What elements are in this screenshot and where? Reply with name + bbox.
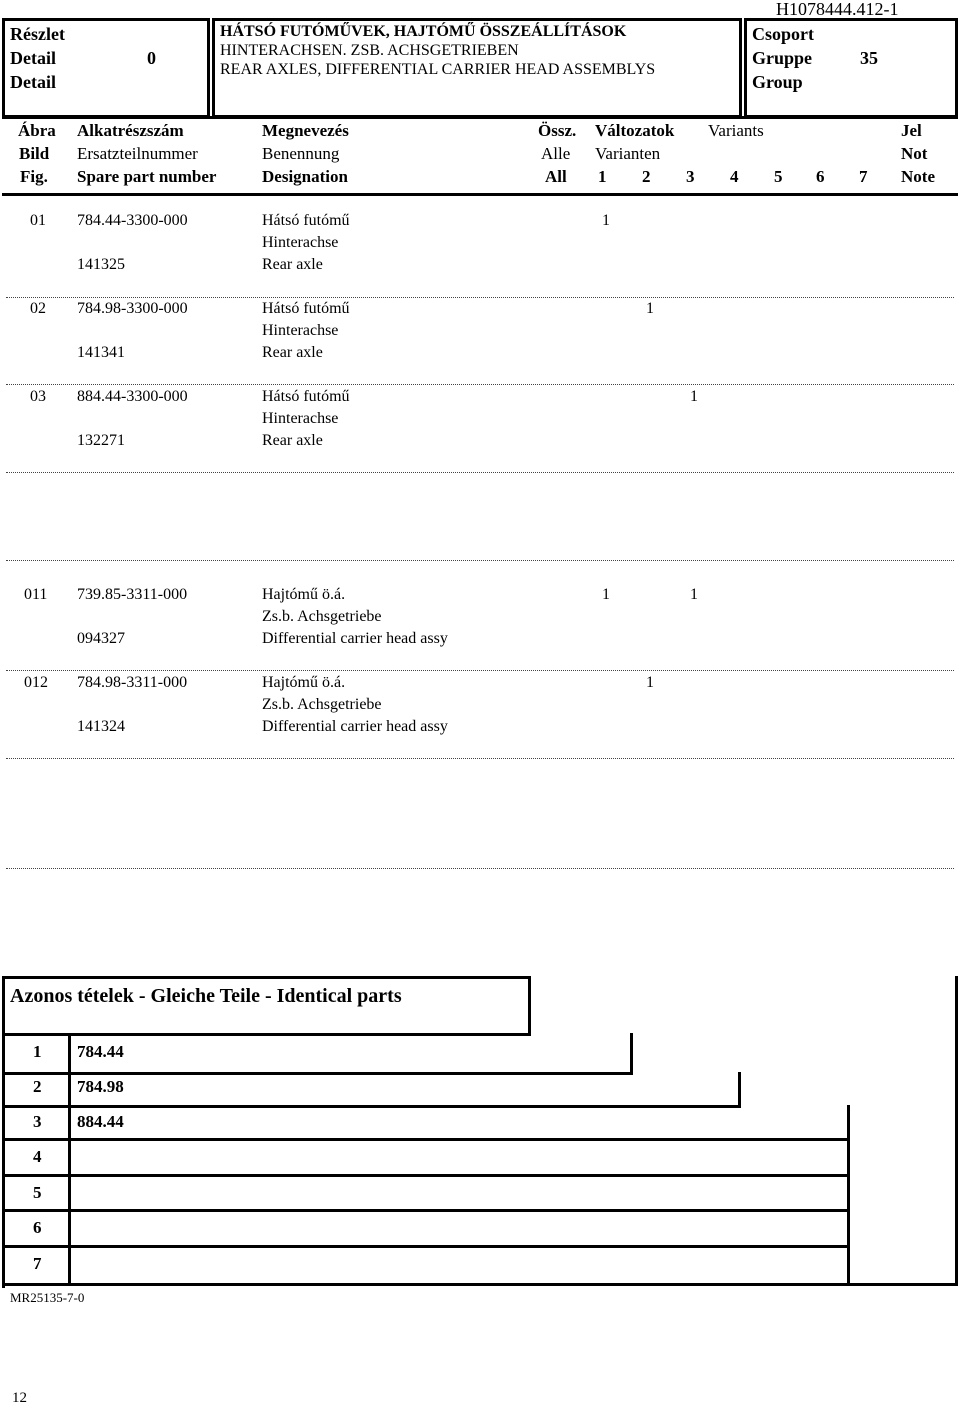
col-variants-de: Varianten bbox=[595, 144, 661, 163]
row-4-variant-3: 1 bbox=[690, 586, 698, 603]
row-5-fig: 012 bbox=[24, 674, 48, 691]
identical-item-7-number: 7 bbox=[33, 1254, 42, 1273]
col-name-hu: Megnevezés bbox=[262, 121, 349, 140]
row-divider bbox=[6, 560, 954, 561]
frame-bottom-rule bbox=[2, 1283, 958, 1286]
variant-3-header: 3 bbox=[686, 167, 695, 186]
frame-step-rule bbox=[2, 1138, 850, 1141]
frame-step-3 bbox=[738, 1072, 741, 1108]
frame-step-rule bbox=[2, 1033, 531, 1036]
page-number: 12 bbox=[12, 1390, 27, 1406]
row-3-fig: 03 bbox=[30, 388, 46, 405]
variant-1-header: 1 bbox=[598, 167, 607, 186]
identical-item-2-value: 784.98 bbox=[77, 1077, 124, 1096]
detail-value: 0 bbox=[147, 48, 156, 68]
identical-item-6-number: 6 bbox=[33, 1218, 42, 1237]
variant-5-header: 5 bbox=[774, 167, 783, 186]
row-2-variant-2: 1 bbox=[646, 300, 654, 317]
group-label-de: Gruppe bbox=[752, 48, 813, 68]
detail-label-de: Detail bbox=[10, 48, 56, 68]
col-fig-de: Bild bbox=[19, 144, 50, 163]
footer-code: MR25135-7-0 bbox=[10, 1290, 85, 1305]
identical-item-1-value: 784.44 bbox=[77, 1042, 124, 1061]
row-3-name-de: Hinterachse bbox=[262, 410, 339, 427]
col-fig-en: Fig. bbox=[20, 167, 48, 186]
row-3-code: 132271 bbox=[77, 432, 125, 449]
variant-2-header: 2 bbox=[642, 167, 651, 186]
frame-step-1 bbox=[528, 976, 531, 1036]
row-2-name-de: Hinterachse bbox=[262, 322, 339, 339]
frame-step-4 bbox=[847, 1105, 850, 1286]
row-1-code: 141325 bbox=[77, 256, 125, 273]
col-note-en: Note bbox=[901, 167, 935, 186]
group-label-hu: Csoport bbox=[752, 24, 814, 44]
row-1-name-de: Hinterachse bbox=[262, 234, 339, 251]
col-note-hu: Jel bbox=[901, 121, 922, 140]
row-3-part: 884.44-3300-000 bbox=[77, 388, 188, 405]
row-5-name-en: Differential carrier head assy bbox=[262, 718, 448, 735]
title-hu: HÁTSÓ FUTÓMŰVEK, HAJTÓMŰ ÖSSZEÁLLÍTÁSOK bbox=[220, 23, 627, 40]
row-divider bbox=[6, 472, 954, 473]
col-name-de: Benennung bbox=[262, 144, 340, 163]
row-divider bbox=[6, 384, 954, 385]
identical-parts-title: Azonos tételek - Gleiche Teile - Identical parts bbox=[10, 985, 402, 1007]
col-part-de: Ersatzteilnummer bbox=[77, 144, 198, 163]
variant-7-header: 7 bbox=[859, 167, 868, 186]
identical-item-4-number: 4 bbox=[33, 1147, 42, 1166]
row-4-name-de: Zs.b. Achsgetriebe bbox=[262, 608, 382, 625]
row-divider bbox=[6, 758, 954, 759]
frame-step-rule bbox=[2, 1072, 633, 1075]
variant-4-header: 4 bbox=[730, 167, 739, 186]
col-name-en: Designation bbox=[262, 167, 348, 186]
row-3-name-en: Rear axle bbox=[262, 432, 323, 449]
document-code: H1078444.412-1 bbox=[776, 0, 899, 19]
frame-step-rule bbox=[2, 1174, 850, 1177]
col-qty-hu: Össz. bbox=[538, 121, 577, 140]
col-qty-de: Alle bbox=[541, 144, 571, 163]
frame-step-rule bbox=[2, 1209, 850, 1212]
row-2-code: 141341 bbox=[77, 344, 125, 361]
row-divider bbox=[6, 297, 954, 298]
col-variants-en: Variants bbox=[708, 121, 764, 140]
row-5-part: 784.98-3311-000 bbox=[77, 674, 188, 691]
identical-item-1-number: 1 bbox=[33, 1042, 42, 1061]
frame-left-edge bbox=[2, 976, 5, 1288]
row-4-name-hu: Hajtómű ö.á. bbox=[262, 586, 346, 603]
identical-number-column-rule bbox=[68, 1033, 71, 1286]
frame-step-2 bbox=[630, 1033, 633, 1075]
row-3-name-hu: Hátsó futómű bbox=[262, 388, 350, 405]
col-note-de: Not bbox=[901, 144, 928, 163]
col-variants-hu: Változatok bbox=[595, 121, 675, 140]
row-4-variant-1: 1 bbox=[602, 586, 610, 603]
row-1-fig: 01 bbox=[30, 212, 46, 229]
column-header-bottom-rule bbox=[2, 193, 958, 196]
variant-6-header: 6 bbox=[816, 167, 825, 186]
row-2-part: 784.98-3300-000 bbox=[77, 300, 188, 317]
frame-right-edge bbox=[955, 976, 958, 1286]
title-en: REAR AXLES, DIFFERENTIAL CARRIER HEAD ASSEMBLYS bbox=[220, 61, 656, 78]
row-2-name-en: Rear axle bbox=[262, 344, 323, 361]
identical-item-5-number: 5 bbox=[33, 1183, 42, 1202]
frame-step-rule bbox=[2, 1245, 850, 1248]
detail-label-hu: Részlet bbox=[10, 24, 65, 44]
row-divider bbox=[6, 670, 954, 671]
frame-step-rule bbox=[2, 1105, 741, 1108]
row-4-part: 739.85-3311-000 bbox=[77, 586, 188, 603]
row-5-code: 141324 bbox=[77, 718, 125, 735]
row-5-variant-2: 1 bbox=[646, 674, 654, 691]
identical-item-2-number: 2 bbox=[33, 1077, 42, 1096]
row-1-part: 784.44-3300-000 bbox=[77, 212, 188, 229]
detail-label-en: Detail bbox=[10, 72, 56, 92]
row-1-name-hu: Hátsó futómű bbox=[262, 212, 350, 229]
row-4-name-en: Differential carrier head assy bbox=[262, 630, 448, 647]
group-value: 35 bbox=[860, 48, 878, 68]
row-2-name-hu: Hátsó futómű bbox=[262, 300, 350, 317]
row-4-code: 094327 bbox=[77, 630, 125, 647]
col-qty-en: All bbox=[545, 167, 567, 186]
frame-top-rule bbox=[2, 976, 531, 979]
row-divider bbox=[6, 868, 954, 869]
column-header-top-rule bbox=[2, 116, 958, 119]
row-5-name-hu: Hajtómű ö.á. bbox=[262, 674, 346, 691]
group-label-en: Group bbox=[752, 72, 803, 92]
col-part-hu: Alkatrészszám bbox=[77, 121, 184, 140]
col-fig-hu: Ábra bbox=[18, 121, 56, 140]
row-1-variant-1: 1 bbox=[602, 212, 610, 229]
row-4-fig: 011 bbox=[24, 586, 48, 603]
identical-item-3-number: 3 bbox=[33, 1112, 42, 1131]
col-part-en: Spare part number bbox=[77, 167, 217, 186]
row-3-variant-3: 1 bbox=[690, 388, 698, 405]
row-2-fig: 02 bbox=[30, 300, 46, 317]
row-1-name-en: Rear axle bbox=[262, 256, 323, 273]
row-5-name-de: Zs.b. Achsgetriebe bbox=[262, 696, 382, 713]
title-de: HINTERACHSEN. ZSB. ACHSGETRIEBEN bbox=[220, 42, 519, 59]
identical-item-3-value: 884.44 bbox=[77, 1112, 124, 1131]
